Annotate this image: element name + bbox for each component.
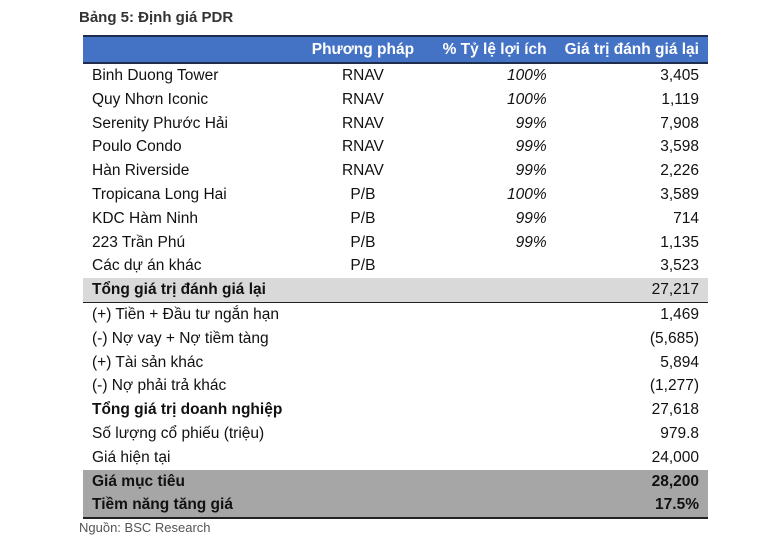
adjustment-value: 979.8 <box>660 424 699 442</box>
project-method: P/B <box>350 233 376 251</box>
project-row <box>83 88 708 112</box>
project-method: RNAV <box>341 90 384 108</box>
valuation-table <box>83 35 708 519</box>
project-row <box>83 207 708 231</box>
adjustment-value: (5,685) <box>649 329 699 347</box>
adjustment-label: (+) Tài sản khác <box>92 353 204 371</box>
total-value: 27,217 <box>651 281 699 299</box>
adjustment-label: Giá hiện tại <box>92 448 171 466</box>
adjustment-row <box>83 398 708 422</box>
target-price-label: Giá mục tiêu <box>92 472 186 490</box>
header-value: Giá trị đánh giá lại <box>564 40 699 58</box>
header-pct: % Tỷ lệ lợi ích <box>442 40 547 58</box>
source-note: Nguồn: BSC Research <box>79 520 211 535</box>
target-price-row <box>83 470 708 494</box>
adjustment-label: (-) Nợ vay + Nợ tiềm tàng <box>92 329 269 347</box>
project-name: KDC Hàm Ninh <box>92 209 198 227</box>
total-label: Tổng giá trị đánh giá lại <box>92 281 266 299</box>
project-method: RNAV <box>341 162 384 180</box>
adjustment-row <box>83 374 708 398</box>
project-name: Tropicana Long Hai <box>92 185 227 203</box>
project-pct: 100% <box>506 185 547 203</box>
adjustment-row <box>83 302 708 326</box>
adjustment-label: Số lượng cổ phiếu (triệu) <box>92 424 265 442</box>
adjustment-label: (+) Tiền + Đầu tư ngắn hạn <box>92 305 280 323</box>
adjustment-row <box>83 422 708 446</box>
project-name: Hàn Riverside <box>92 162 190 180</box>
adjustment-value: (1,277) <box>649 377 699 395</box>
project-pct: 100% <box>506 90 547 108</box>
upside-label: Tiềm năng tăng giá <box>92 496 233 514</box>
project-value: 3,405 <box>660 67 699 84</box>
project-row <box>83 63 708 88</box>
project-value: 1,119 <box>661 90 699 108</box>
adjustment-row <box>83 327 708 351</box>
adjustment-label: Tổng giá trị doanh nghiệp <box>92 401 283 419</box>
project-value: 3,598 <box>660 138 699 156</box>
header-method: Phương pháp <box>311 40 415 58</box>
project-name: 223 Trần Phú <box>92 233 186 251</box>
project-pct: 99% <box>515 114 547 132</box>
project-pct: 100% <box>506 67 547 84</box>
target-price-value: 28,200 <box>651 472 699 490</box>
header-name <box>83 36 297 63</box>
project-name: Serenity Phước Hải <box>92 114 228 132</box>
project-value: 2,226 <box>660 162 699 180</box>
project-name: Quy Nhơn Iconic <box>92 90 209 108</box>
project-row <box>83 254 708 278</box>
project-method: P/B <box>350 185 376 203</box>
project-value: 714 <box>673 209 699 227</box>
project-row <box>83 112 708 136</box>
adjustment-row <box>83 351 708 375</box>
project-value: 3,523 <box>660 257 699 275</box>
project-value: 3,589 <box>660 185 699 203</box>
adjustment-value: 5,894 <box>660 353 699 371</box>
adjustment-row <box>83 446 708 470</box>
table-body <box>83 63 708 518</box>
project-method: RNAV <box>341 138 384 156</box>
adjustment-value: 24,000 <box>651 448 699 466</box>
project-row <box>83 183 708 207</box>
adjustment-value: 27,618 <box>651 401 699 419</box>
project-value: 1,135 <box>660 233 699 251</box>
project-pct: 99% <box>515 138 547 156</box>
project-method: P/B <box>350 257 376 275</box>
header-row <box>83 36 708 63</box>
project-name: Binh Duong Tower <box>92 67 219 84</box>
project-row <box>83 231 708 255</box>
project-method: RNAV <box>341 114 384 132</box>
project-row <box>83 135 708 159</box>
project-pct <box>429 254 555 278</box>
project-pct: 99% <box>515 209 547 227</box>
project-value: 7,908 <box>660 114 699 132</box>
project-method: RNAV <box>341 67 384 84</box>
table-title: Bảng 5: Định giá PDR <box>79 9 234 26</box>
project-row <box>83 159 708 183</box>
total-row <box>83 278 708 302</box>
project-name: Poulo Condo <box>92 138 182 156</box>
project-pct: 99% <box>515 162 547 180</box>
project-method: P/B <box>350 209 376 227</box>
adjustment-value: 1,469 <box>660 305 699 323</box>
project-pct: 99% <box>515 233 547 251</box>
upside-value: 17.5% <box>655 496 699 514</box>
upside-row <box>83 493 708 518</box>
adjustment-label: (-) Nợ phải trả khác <box>92 377 227 395</box>
project-name: Các dự án khác <box>92 257 202 275</box>
